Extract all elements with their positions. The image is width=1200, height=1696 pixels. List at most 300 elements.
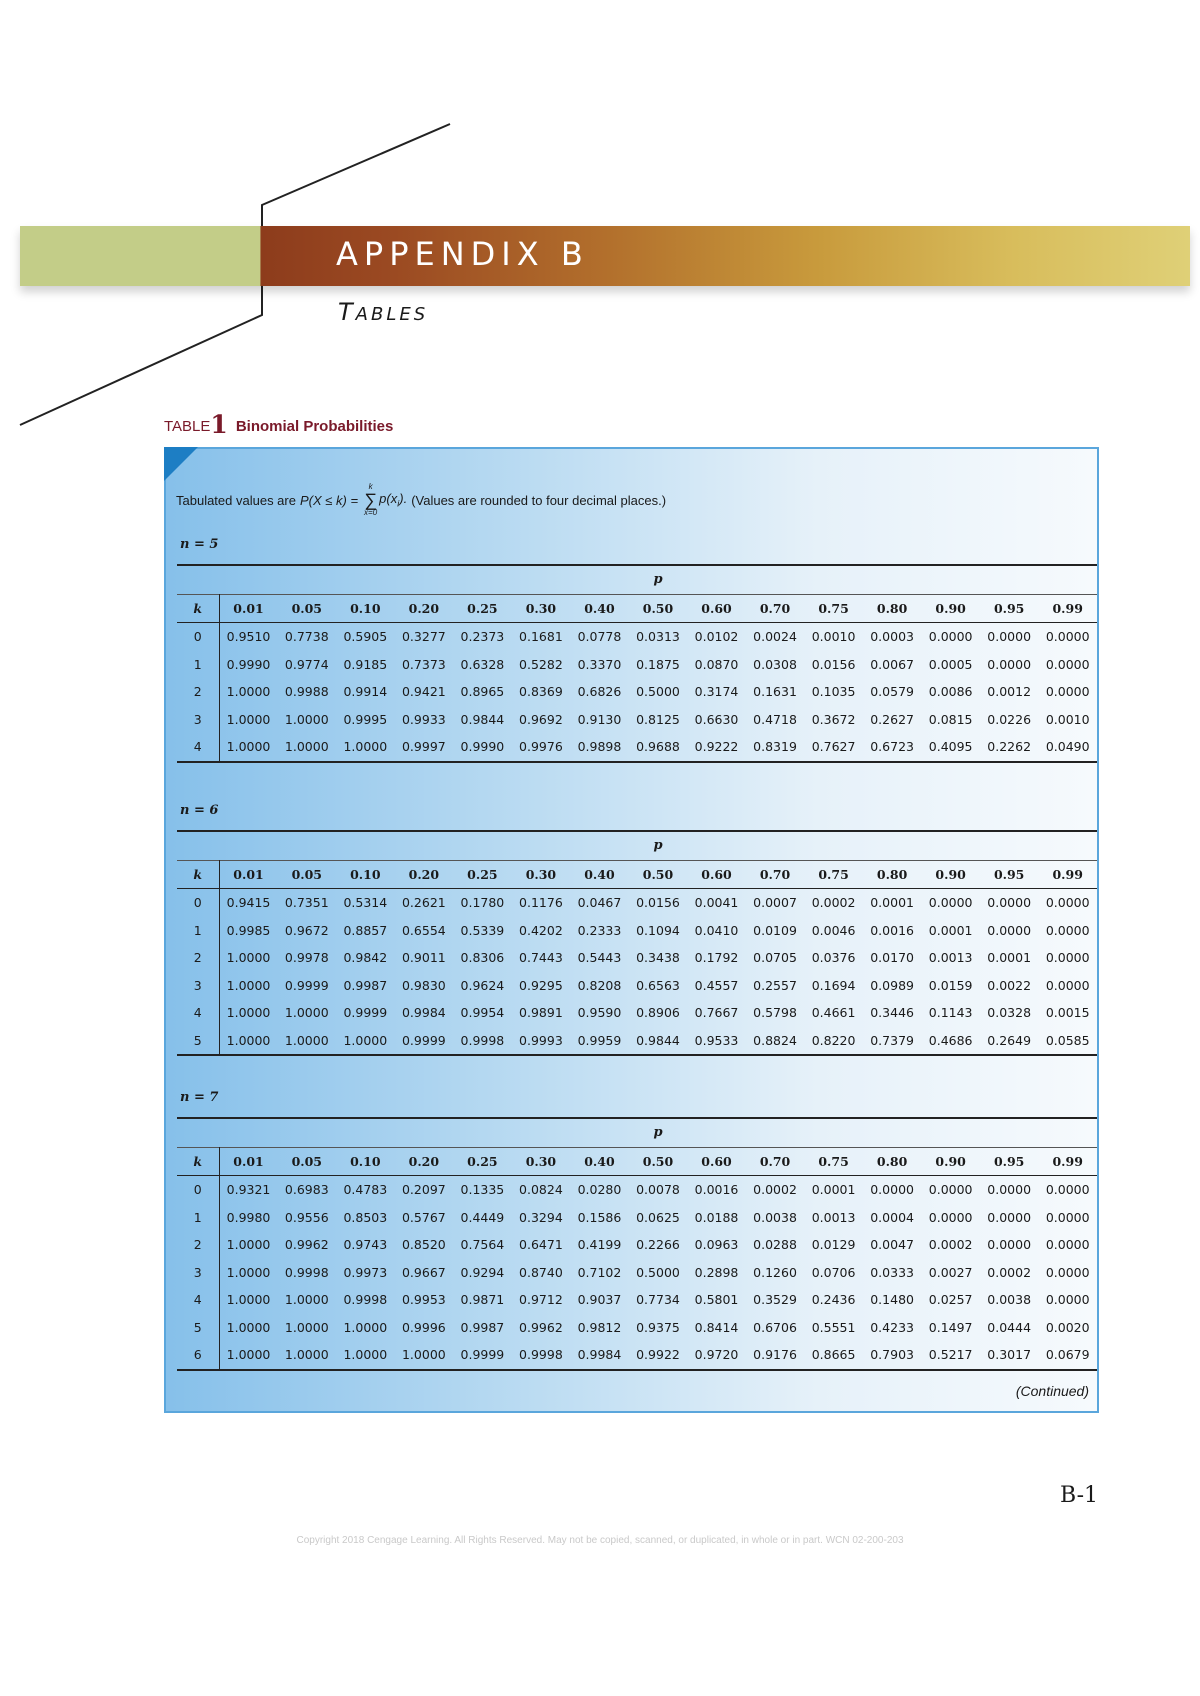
k-value: 2 [177,678,219,706]
probability-cell: 0.0002 [987,1264,1032,1280]
k-value: 5 [177,1314,219,1342]
probability-cell: 0.9990 [226,656,271,672]
table-row [177,1027,1097,1056]
probability-cell: 0.0328 [987,1005,1032,1021]
k-value: 2 [177,1231,219,1259]
table-title-number: 1 [210,410,228,439]
probability-cell: 0.0490 [1038,733,1097,762]
intro-text [176,483,666,517]
p-column-header: 0.95 [980,860,1039,889]
probability-cell: 0.0024 [753,629,797,645]
probability-cell: 0.0046 [811,922,856,938]
probability-cell: 0.9984 [570,1341,629,1370]
probability-cell: 0.3370 [577,656,622,672]
probability-cell: 0.1094 [636,922,680,938]
probability-cell: 0.0000 [928,1182,973,1198]
probability-cell: 0.8208 [577,977,622,993]
probability-cell: 0.3438 [636,950,680,966]
probability-cell: 1.0000 [226,1237,271,1253]
probability-cell: 0.0001 [987,950,1032,966]
probability-cell: 0.0102 [694,629,739,645]
probability-cell: 0.4449 [460,1209,505,1225]
probability-cell: 0.0410 [694,922,739,938]
probability-cell: 0.3529 [753,1292,797,1308]
probability-cell: 0.0078 [636,1182,680,1198]
probability-cell: 0.0000 [1045,1237,1090,1253]
probability-cell: 0.0000 [1045,895,1090,911]
k-value: 3 [177,1259,219,1287]
p-column-header: 0.99 [1038,860,1097,889]
probability-cell: 0.0000 [987,1237,1032,1253]
probability-cell: 0.2097 [401,1182,446,1198]
probability-cell: 0.9962 [519,1319,563,1335]
probability-cell: 0.1335 [460,1182,505,1198]
probability-cell: 0.0010 [811,629,856,645]
p-column-header: 0.10 [336,1147,395,1176]
p-column-header: 0.20 [395,860,454,889]
probability-cell: 0.0109 [753,922,797,938]
probability-cell: 0.9590 [577,1005,622,1021]
probability-cell: 0.9812 [577,1319,622,1335]
n-label: n = 7 [180,1090,219,1105]
probability-cell: 0.0000 [987,1209,1032,1225]
probability-cell: 0.0004 [870,1209,914,1225]
k-header: k [177,1147,219,1176]
probability-cell: 0.0679 [1038,1341,1097,1370]
probability-cell: 0.0000 [987,656,1032,672]
p-column-header: 0.05 [278,860,337,889]
probability-cell: 0.6826 [577,684,622,700]
probability-cell: 0.9415 [226,895,271,911]
probability-cell: 0.9842 [343,950,388,966]
probability-cell: 0.4718 [753,711,797,727]
probability-cell: 0.6983 [284,1182,329,1198]
p-column-header: 0.80 [863,860,922,889]
probability-cell: 0.0000 [1045,977,1090,993]
subtitle-initial: T [338,298,356,326]
probability-cell: 0.8306 [460,950,505,966]
table-row [177,1231,1097,1259]
probability-cell: 0.0815 [928,711,973,727]
probability-cell: 0.0000 [928,895,973,911]
p-column-header: 0.80 [863,594,922,623]
p-column-header: 0.70 [746,594,805,623]
probability-cell: 0.9995 [343,711,388,727]
probability-cell: 0.6563 [636,977,680,993]
probability-cell: 0.0308 [753,656,797,672]
table-row [177,733,1097,762]
probability-cell: 0.0156 [811,656,856,672]
binomial-table-n6 [177,830,1097,1056]
probability-cell: 0.5339 [460,922,505,938]
probability-cell: 0.9998 [343,1292,388,1308]
probability-cell: 0.0013 [928,950,973,966]
probability-cell: 0.0188 [694,1209,739,1225]
probability-cell: 0.3446 [870,1005,914,1021]
probability-cell: 0.7564 [460,1237,505,1253]
probability-cell: 1.0000 [284,711,329,727]
probability-cell: 0.9844 [460,711,505,727]
probability-cell: 0.9973 [343,1264,388,1280]
p-column-header: 0.90 [921,860,980,889]
probability-cell: 0.4557 [694,977,739,993]
probability-cell: 0.9037 [577,1292,622,1308]
probability-cell: 0.0000 [928,629,973,645]
header-blank [177,831,219,860]
copyright-notice: Copyright 2018 Cengage Learning. All Rights Reserved. May not be copied, scanned, or duplicated, in whole or in part. WCN 02-200-203 [296,1535,904,1546]
probability-cell: 0.1260 [753,1264,797,1280]
probability-cell: 0.4233 [870,1319,914,1335]
probability-cell: 0.1681 [519,629,563,645]
probability-cell: 0.9898 [570,733,629,762]
probability-cell: 0.0000 [987,629,1032,645]
probability-cell: 0.9985 [226,922,271,938]
probability-cell: 0.8369 [519,684,563,700]
probability-cell: 1.0000 [226,1319,271,1335]
table-row [177,651,1097,679]
probability-cell: 0.5000 [636,684,680,700]
p-column-header: 0.75 [804,860,863,889]
k-value: 6 [177,1341,219,1370]
k-value: 3 [177,706,219,734]
probability-cell: 0.0001 [811,1182,856,1198]
probability-cell: 0.9987 [343,977,388,993]
probability-cell: 0.2557 [753,977,797,993]
p-column-header: 0.40 [570,1147,629,1176]
p-column-header: 0.30 [512,1147,571,1176]
probability-cell: 0.5801 [694,1292,739,1308]
p-column-header: 0.25 [453,1147,512,1176]
table-row [177,972,1097,1000]
header-blank [177,565,219,594]
probability-cell: 0.0010 [1045,711,1090,727]
k-value: 4 [177,1286,219,1314]
sum-lower-limit: x=0 [364,508,378,517]
probability-cell: 0.0000 [1045,1292,1090,1308]
probability-cell: 0.2266 [636,1237,680,1253]
probability-cell: 0.9624 [460,977,505,993]
probability-cell: 0.9295 [519,977,563,993]
p-column-header: 0.10 [336,594,395,623]
probability-cell: 0.9533 [687,1027,746,1056]
k-value: 5 [177,1027,219,1056]
probability-cell: 0.0000 [928,1209,973,1225]
probability-cell: 0.5217 [921,1341,980,1370]
page-number: B-1 [1060,1483,1099,1508]
probability-cell: 0.9988 [284,684,329,700]
probability-cell: 0.6471 [519,1237,563,1253]
probability-cell: 0.7903 [863,1341,922,1370]
p-column-header: 0.75 [804,594,863,623]
probability-cell: 0.4661 [811,1005,856,1021]
probability-cell: 0.0047 [870,1237,914,1253]
p-column-header: 0.05 [278,594,337,623]
probability-cell: 0.9922 [629,1341,688,1370]
probability-cell: 0.7351 [284,895,329,911]
probability-cell: 0.0000 [1045,1209,1090,1225]
probability-cell: 0.0013 [811,1209,856,1225]
sum-upper-limit: k [368,482,373,491]
probability-cell: 0.8740 [519,1264,563,1280]
p-column-header: 0.95 [980,1147,1039,1176]
corner-triangle [164,447,198,481]
table-title [164,410,393,439]
probability-cell: 0.9321 [226,1182,271,1198]
probability-cell: 0.6554 [401,922,446,938]
p-column-header: 0.95 [980,594,1039,623]
probability-cell: 0.2898 [694,1264,739,1280]
probability-cell: 0.9891 [519,1005,563,1021]
p-column-header: 0.40 [570,860,629,889]
probability-cell: 0.2627 [870,711,914,727]
probability-cell: 0.9712 [519,1292,563,1308]
probability-cell: 0.0002 [753,1182,797,1198]
p-column-header: 0.25 [453,860,512,889]
table-row [177,623,1097,651]
table-row [177,1176,1097,1204]
probability-cell: 1.0000 [278,1027,337,1056]
probability-cell: 0.5443 [577,950,622,966]
probability-cell: 0.9871 [460,1292,505,1308]
probability-cell: 0.9692 [519,711,563,727]
probability-cell: 0.0376 [811,950,856,966]
probability-cell: 0.0706 [811,1264,856,1280]
p-column-header: 0.01 [219,860,278,889]
probability-cell: 0.0288 [753,1237,797,1253]
probability-cell: 0.9830 [401,977,446,993]
section-subtitle [338,298,428,326]
probability-cell: 0.9998 [453,1027,512,1056]
probability-cell: 0.0003 [870,629,914,645]
probability-cell: 0.9993 [512,1027,571,1056]
probability-cell: 0.0989 [870,977,914,993]
probability-cell: 0.9510 [226,629,271,645]
probability-cell: 0.5767 [401,1209,446,1225]
probability-cell: 0.0027 [928,1264,973,1280]
probability-cell: 1.0000 [226,1292,271,1308]
probability-cell: 0.9990 [453,733,512,762]
n-label: n = 5 [180,537,219,552]
probability-cell: 0.0585 [1038,1027,1097,1056]
probability-cell: 1.0000 [219,1341,278,1370]
probability-cell: 0.0002 [811,895,856,911]
probability-cell: 0.9185 [343,656,388,672]
p-column-header: 0.20 [395,1147,454,1176]
binomial-table-n7 [177,1117,1097,1371]
intro-prefix: Tabulated values are [176,492,296,508]
probability-cell: 1.0000 [278,1341,337,1370]
probability-cell: 0.1497 [928,1319,973,1335]
probability-cell: 0.2373 [460,629,505,645]
p-header: p [219,565,1097,594]
probability-cell: 0.0007 [753,895,797,911]
probability-cell: 0.8965 [460,684,505,700]
p-column-header: 0.90 [921,594,980,623]
k-value: 4 [177,999,219,1027]
probability-cell: 0.1875 [636,656,680,672]
probability-cell: 0.1480 [870,1292,914,1308]
p-column-header: 0.60 [687,860,746,889]
p-column-header: 0.60 [687,594,746,623]
probability-cell: 0.8220 [804,1027,863,1056]
probability-cell: 0.1631 [753,684,797,700]
probability-cell: 0.3294 [519,1209,563,1225]
probability-cell: 0.0000 [870,1182,914,1198]
p-column-header: 0.05 [278,1147,337,1176]
probability-cell: 1.0000 [226,1264,271,1280]
probability-cell: 0.0156 [636,895,680,911]
probability-cell: 0.1694 [811,977,856,993]
probability-cell: 0.8125 [636,711,680,727]
probability-cell: 1.0000 [395,1341,454,1370]
subtitle-rest: ABLES [355,304,429,325]
probability-cell: 0.8414 [694,1319,739,1335]
probability-cell: 0.9978 [284,950,329,966]
p-column-header: 0.10 [336,860,395,889]
probability-cell: 0.0002 [928,1237,973,1253]
probability-cell: 0.2649 [980,1027,1039,1056]
probability-cell: 1.0000 [226,1005,271,1021]
p-column-header: 0.30 [512,594,571,623]
p-column-header: 0.70 [746,860,805,889]
probability-cell: 0.4202 [519,922,563,938]
probability-cell: 0.0963 [694,1237,739,1253]
probability-cell: 0.8503 [343,1209,388,1225]
probability-cell: 0.9980 [226,1209,271,1225]
probability-cell: 1.0000 [226,684,271,700]
table-row [177,706,1097,734]
binomial-table-panel [164,447,1099,1413]
probability-cell: 0.9688 [629,733,688,762]
probability-cell: 0.9998 [284,1264,329,1280]
probability-cell: 0.0038 [753,1209,797,1225]
probability-cell: 0.6630 [694,711,739,727]
formula-right: $p(x_i)$. [379,491,408,509]
probability-cell: 0.0000 [1045,1182,1090,1198]
probability-cell: 0.0016 [870,922,914,938]
probability-cell: 0.0016 [694,1182,739,1198]
p-column-header: 0.50 [629,860,688,889]
probability-cell: 0.0086 [928,684,973,700]
p-column-header: 0.60 [687,1147,746,1176]
probability-cell: 0.4095 [921,733,980,762]
table-row [177,917,1097,945]
p-column-header: 0.25 [453,594,512,623]
p-column-header: 0.50 [629,1147,688,1176]
probability-cell: 0.3017 [980,1341,1039,1370]
probability-cell: 0.7373 [401,656,446,672]
probability-cell: 0.9954 [460,1005,505,1021]
probability-cell: 0.0280 [577,1182,622,1198]
probability-cell: 0.6328 [460,656,505,672]
k-value: 2 [177,944,219,972]
continued-note: (Continued) [1015,1383,1089,1399]
p-column-header: 0.20 [395,594,454,623]
formula-left: P(X ≤ k) = [299,492,359,508]
probability-cell: 0.8824 [746,1027,805,1056]
probability-cell: 1.0000 [226,977,271,993]
probability-cell: 0.0333 [870,1264,914,1280]
probability-cell: 1.0000 [336,1027,395,1056]
probability-cell: 0.1780 [460,895,505,911]
n-label: n = 6 [180,803,219,818]
p-column-header: 0.99 [1038,594,1097,623]
probability-cell: 0.0015 [1045,1005,1090,1021]
p-header: p [219,831,1097,860]
probability-cell: 1.0000 [278,733,337,762]
table-row [177,1259,1097,1287]
probability-cell: 0.9987 [460,1319,505,1335]
k-value: 0 [177,623,219,651]
probability-cell: 0.0041 [694,895,739,911]
p-header: p [219,1118,1097,1147]
probability-cell: 1.0000 [219,1027,278,1056]
probability-cell: 0.6723 [863,733,922,762]
intro-suffix: (Values are rounded to four decimal places.) [411,492,667,508]
probability-cell: 0.9962 [284,1237,329,1253]
probability-cell: 0.0705 [753,950,797,966]
decorative-lines [0,0,1200,440]
probability-cell: 0.0579 [870,684,914,700]
probability-cell: 0.0625 [636,1209,680,1225]
probability-cell: 1.0000 [226,950,271,966]
k-value: 0 [177,1176,219,1204]
binomial-table-n5 [177,564,1097,763]
probability-cell: 0.9997 [395,733,454,762]
probability-cell: 0.0000 [987,895,1032,911]
probability-cell: 0.8319 [746,733,805,762]
probability-cell: 1.0000 [284,1005,329,1021]
probability-cell: 0.9011 [401,950,446,966]
probability-cell: 0.9421 [401,684,446,700]
k-value: 0 [177,889,219,917]
probability-cell: 0.7734 [636,1292,680,1308]
probability-cell: 0.0444 [987,1319,1032,1335]
table-row [177,889,1097,917]
probability-cell: 0.0257 [928,1292,973,1308]
probability-cell: 0.0870 [694,656,739,672]
probability-cell: 0.5905 [343,629,388,645]
probability-cell: 0.8665 [804,1341,863,1370]
table-row [177,999,1097,1027]
k-value: 3 [177,972,219,1000]
probability-cell: 1.0000 [336,1341,395,1370]
probability-cell: 0.9294 [460,1264,505,1280]
probability-cell: 0.4199 [577,1237,622,1253]
probability-cell: 0.0000 [1045,656,1090,672]
probability-cell: 0.9914 [343,684,388,700]
k-value: 1 [177,651,219,679]
probability-cell: 0.9130 [577,711,622,727]
probability-cell: 0.9743 [343,1237,388,1253]
probability-cell: 0.0129 [811,1237,856,1253]
probability-cell: 0.9999 [453,1341,512,1370]
p-column-header: 0.90 [921,1147,980,1176]
p-column-header: 0.01 [219,1147,278,1176]
probability-cell: 0.9176 [746,1341,805,1370]
table-row [177,1286,1097,1314]
probability-cell: 0.0778 [577,629,622,645]
p-column-header: 0.75 [804,1147,863,1176]
probability-cell: 0.5551 [811,1319,856,1335]
probability-cell: 0.4686 [921,1027,980,1056]
probability-cell: 1.0000 [219,733,278,762]
k-header: k [177,594,219,623]
probability-cell: 0.5282 [519,656,563,672]
probability-cell: 0.7627 [804,733,863,762]
probability-cell: 0.1792 [694,950,739,966]
probability-cell: 0.4783 [343,1182,388,1198]
